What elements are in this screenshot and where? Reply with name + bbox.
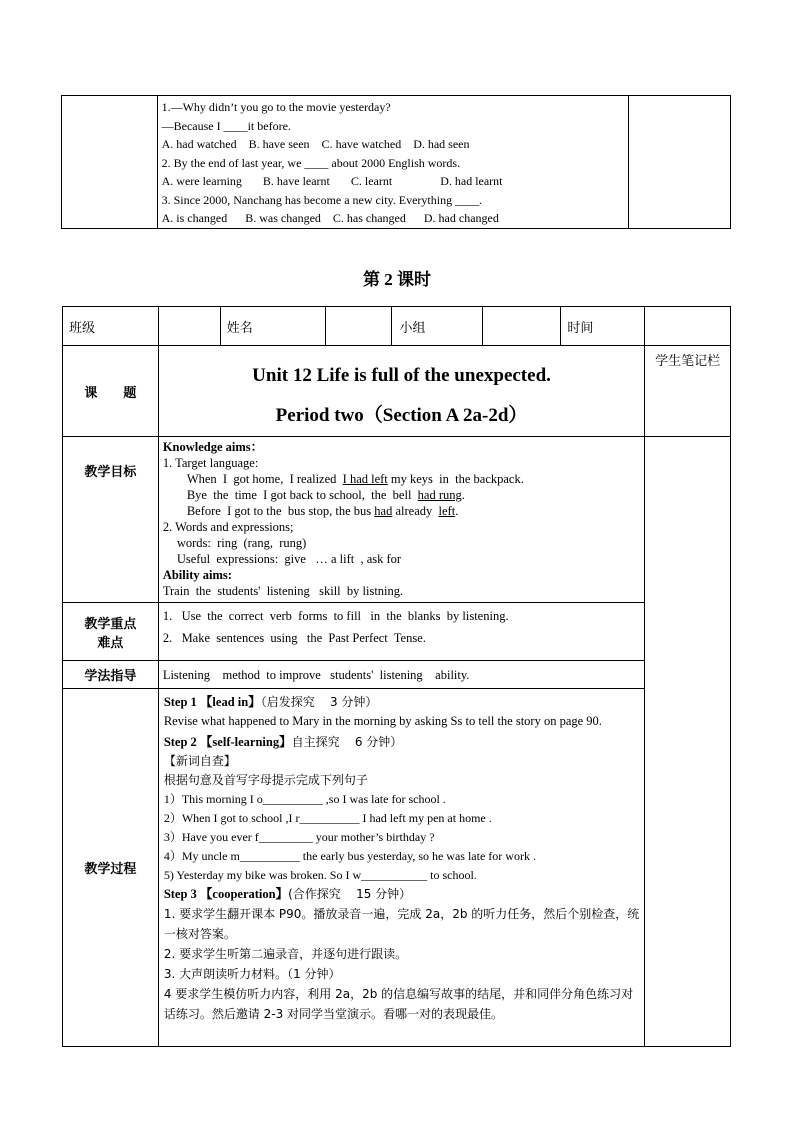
exercise-line: —Because I ____it before. [161,118,291,133]
exercise-table [61,95,731,229]
exercise-line: A. is changed B. was changed C. has changed D. had changed [161,211,499,225]
name-field[interactable] [325,307,391,346]
example-sentence: Bye the time I got back to school, the bell had rung. [186,488,465,502]
cooperation-item: 3. 大声朗读听力材料。（1 分钟） [163,967,341,981]
exercise-line: 1.—Why didn’t you go to the movie yesterday? [161,100,391,114]
step-2: Step 2 【self-learning】自主探究 6 分钟） [163,735,403,749]
instruction: 根据句意及首写字母提示完成下列句子 [163,773,368,787]
useful-expressions: Useful expressions: give … a lift , ask for [176,552,402,566]
unit-title: Unit 12 Life is full of the unexpected. [252,365,551,386]
time-field[interactable] [645,307,731,346]
exercise-sentence: 1）This morning I o__________ ,so I was late for school . [163,792,446,806]
exercise-sentence: 5) Yesterday my bike was broken. So I w___________ to school. [163,868,477,882]
section-title: 第 2 课时 [363,270,431,289]
step-3: Step 3 【cooperation】(合作探究 15 分钟） [163,887,412,901]
key-point-item: 2. Make sentences using the Past Perfect Tense. [162,631,426,645]
example-sentence: Before I got to the bus stop, the bus had already left. [186,504,459,518]
exercise-line: 3. Since 2000, Nanchang has become a new city. Everything ____. [161,192,483,207]
method-label: 学法指导 [63,661,159,689]
objectives-content [158,437,644,603]
exercise-questions [157,96,628,229]
exercise-sentence: 4）My uncle m__________ the early bus yesterday, so he was late for work . [163,849,536,863]
lesson-title-cell [158,346,644,437]
step-1: Step 1 【lead in】（启发探究 3 分钟） [163,695,378,709]
exercise-right-cell [628,96,730,229]
exercise-line: A. had watched B. have seen C. have watched D. had seen [161,137,470,151]
group-field[interactable] [483,307,561,346]
name-label: 姓名 [220,307,325,346]
notes-column[interactable] [645,437,731,1047]
ability-line: Train the students' listening skill by listning. [162,584,404,598]
class-field[interactable] [158,307,220,346]
key-point-item: 1. Use the correct verb forms to fill in the blanks by listening. [162,609,509,623]
new-words-heading: 【新词自查】 [163,754,236,768]
header-row [63,307,731,346]
example-sentence: When I got home, I realized I had left my keys in the backpack. [186,472,524,486]
cooperation-item: 2. 要求学生听第二遍录音，并逐句进行跟读。 [163,947,408,961]
lesson-table [62,306,731,1047]
words-line: words: ring (rang, rung) [176,536,307,550]
exercise-sentence: 2）When I got to school ,I r__________ I had left my pen at home . [163,811,492,825]
time-label: 时间 [561,307,645,346]
process-label: 教学过程 [63,689,159,1047]
cooperation-item: 1. 要求学生翻开课本 P90。播放录音一遍，完成 2a，2b 的听力任务，然后个别检查，统一核对答案。 [163,907,640,941]
key-points-content [158,603,644,661]
topic-row [63,346,731,437]
ability-heading: Ability aims: [162,568,232,582]
words-heading: 2. Words and expressions; [162,520,294,534]
notes-label: 学生笔记栏 [645,346,731,437]
target-language: 1. Target language: [162,456,259,470]
topic-label: 课 题 [63,346,159,437]
step-1-text: Revise what happened to Mary in the morning by asking Ss to tell the story on page 90. [163,714,602,728]
key-points-row [63,603,731,661]
knowledge-heading: Knowledge aims： [162,440,264,454]
period-title: Period two（Section A 2a-2d） [275,405,528,426]
key-points-label: 教学重点 难点 [63,603,159,661]
exercise-left-cell [62,96,158,229]
process-row [63,689,731,1047]
exercise-line: A. were learning B. have learnt C. learnt D. had learnt [161,174,503,188]
method-text: Listening method to improve students' listening ability. [158,661,644,689]
objectives-row [63,437,731,603]
objectives-label: 教学目标 [63,437,159,603]
exercise-sentence: 3）Have you ever f_________ your mother’s birthday ? [163,830,435,844]
group-label: 小组 [391,307,483,346]
class-label: 班级 [63,307,159,346]
cooperation-item: 4 要求学生模仿听力内容，利用 2a，2b 的信息编写故事的结尾，并和同伴分角色练习对话练习。然后邀请 2-3 对同学当堂演示。看哪一对的表现最佳。 [163,987,634,1021]
exercise-line: 2. By the end of last year, we ____ about 2000 English words. [161,155,461,170]
method-row [63,661,731,689]
process-content [158,689,644,1047]
